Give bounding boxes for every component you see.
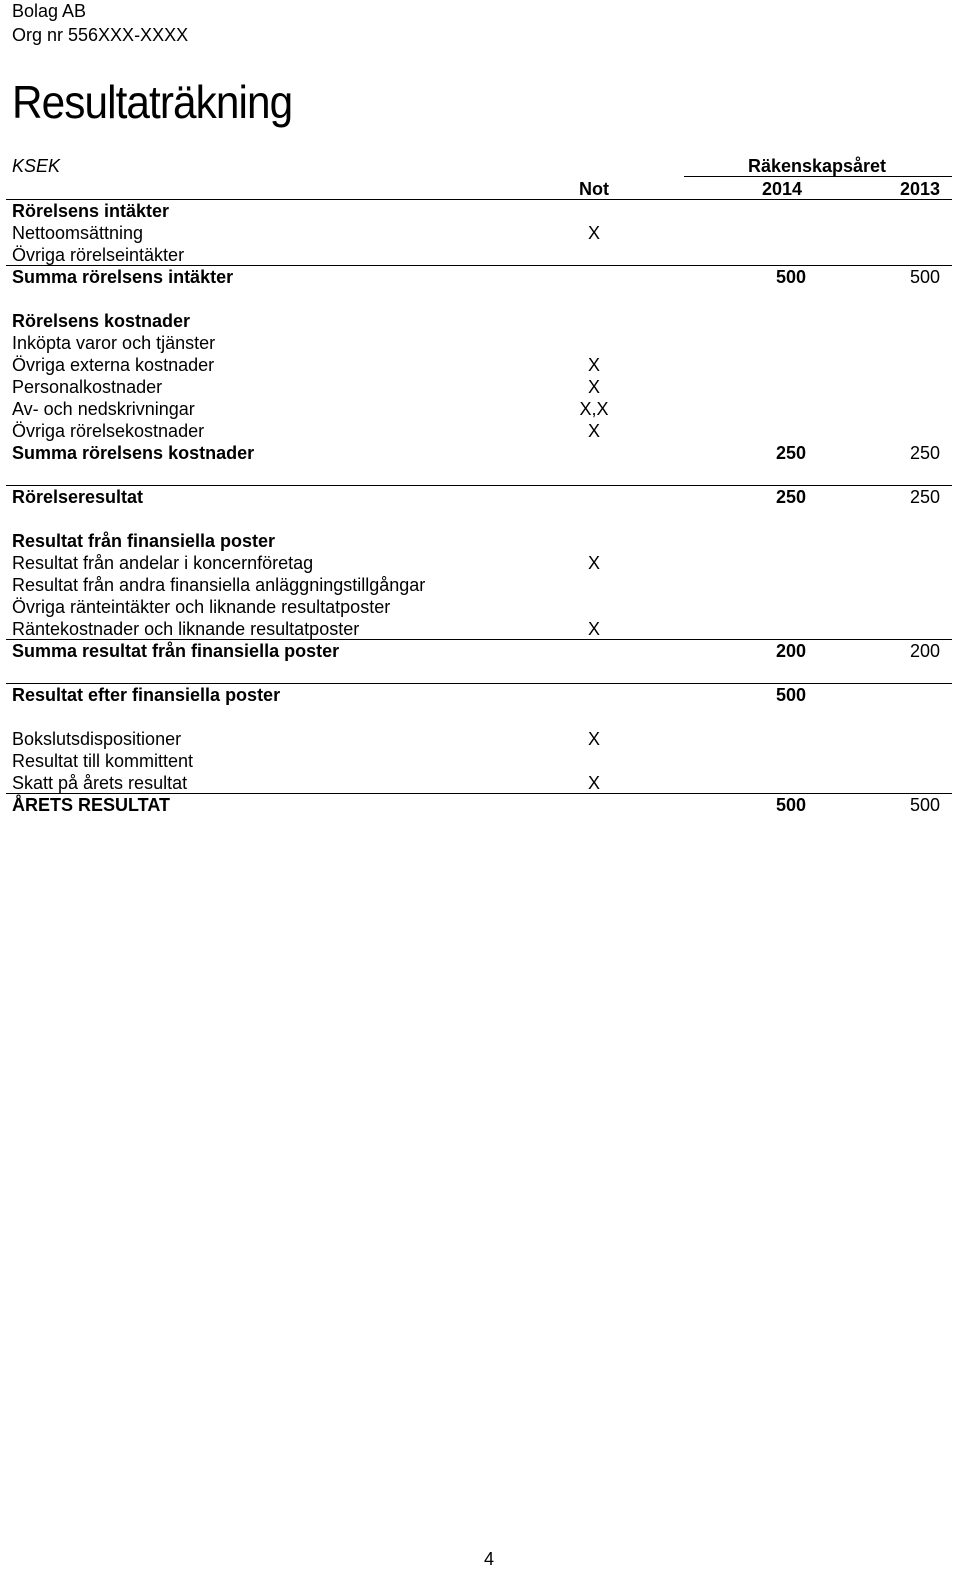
row-note-ref: X	[587, 421, 600, 441]
row-value-2014: 500	[775, 267, 806, 287]
note-header: Not	[579, 179, 609, 199]
row-note-ref: X	[587, 619, 600, 639]
row-label: Övriga externa kostnader	[12, 355, 215, 375]
row-label: Resultat från finansiella poster	[12, 531, 276, 551]
row-label: Summa rörelsens intäkter	[12, 267, 234, 287]
row-label: Summa resultat från finansiella poster	[12, 641, 340, 661]
row-note-ref: X	[587, 729, 600, 749]
row-value-2013: 250	[909, 443, 940, 463]
section-rule	[6, 639, 952, 640]
row-label: Av- och nedskrivningar	[12, 399, 195, 419]
row-value-2013: 200	[909, 641, 940, 661]
company-name: Bolag AB	[12, 1, 87, 21]
unit-label: KSEK	[12, 156, 61, 176]
section-rule	[6, 793, 952, 794]
row-note-ref: X	[587, 377, 600, 397]
row-value-2014: 250	[775, 487, 806, 507]
row-label: Resultat från andelar i koncernföretag	[12, 553, 314, 573]
period-header: Räkenskapsåret	[747, 156, 887, 176]
row-label: Rörelseresultat	[12, 487, 144, 507]
row-note-ref: X	[587, 355, 600, 375]
row-value-2013: 500	[909, 267, 940, 287]
row-value-2014: 500	[775, 685, 806, 705]
row-value-2013: 250	[909, 487, 940, 507]
row-label: Resultat till kommittent	[12, 751, 194, 771]
row-label: Resultat efter finansiella poster	[12, 685, 281, 705]
row-label: Räntekostnader och liknande resultatposter	[12, 619, 360, 639]
row-label: Rörelsens intäkter	[12, 201, 170, 221]
page-title: Resultaträkning	[12, 76, 293, 128]
row-note-ref: X	[587, 223, 600, 243]
row-label: ÅRETS RESULTAT	[12, 795, 170, 815]
row-value-2014: 500	[775, 795, 806, 815]
section-rule	[6, 683, 952, 684]
year-2013-header: 2013	[899, 179, 940, 199]
row-note-ref: X	[587, 773, 600, 793]
section-rule	[6, 265, 952, 266]
row-label: Rörelsens kostnader	[12, 311, 191, 331]
org-number: Org nr 556XXX-XXXX	[12, 25, 189, 45]
row-value-2013: 500	[909, 795, 940, 815]
row-label: Summa rörelsens kostnader	[12, 443, 255, 463]
row-label: Övriga rörelseintäkter	[12, 245, 185, 265]
row-label: Övriga ränteintäkter och liknande resultatposter	[12, 597, 391, 617]
row-label: Resultat från andra finansiella anläggningstillgångar	[12, 575, 426, 595]
row-label: Inköpta varor och tjänster	[12, 333, 216, 353]
row-label: Övriga rörelsekostnader	[12, 421, 205, 441]
row-note-ref: X	[587, 553, 600, 573]
page-number: 4	[483, 1549, 494, 1569]
row-label: Skatt på årets resultat	[12, 773, 188, 793]
section-rule	[6, 485, 952, 486]
row-label: Personalkostnader	[12, 377, 163, 397]
row-value-2014: 250	[775, 443, 806, 463]
year-2014-header: 2014	[761, 179, 802, 199]
row-note-ref: X,X	[579, 399, 609, 419]
row-value-2014: 200	[775, 641, 806, 661]
period-underline	[684, 176, 952, 177]
row-label: Bokslutsdispositioner	[12, 729, 182, 749]
row-label: Nettoomsättning	[12, 223, 144, 243]
